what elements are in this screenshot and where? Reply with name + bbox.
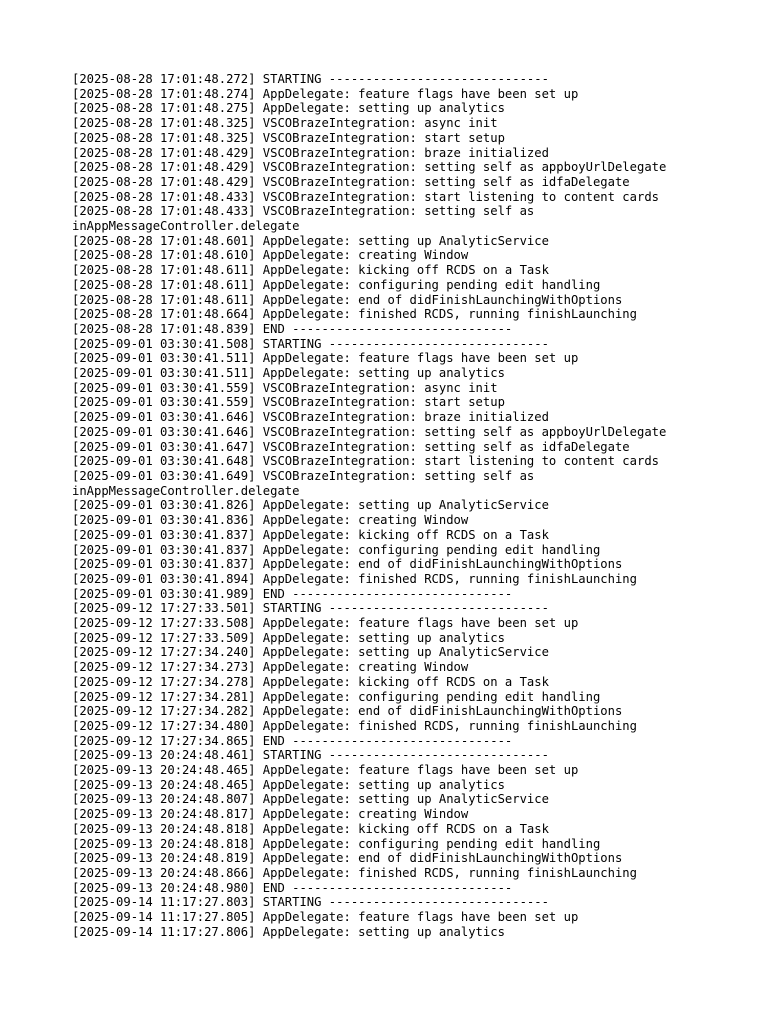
log-line: [2025-09-13 20:24:48.980] END ------------------------------ [72, 880, 513, 895]
log-line: [2025-09-01 03:30:41.559] VSCOBrazeIntegration: start setup [72, 395, 505, 410]
log-line: [2025-08-28 17:01:48.429] VSCOBrazeIntegration: braze initialized [72, 145, 549, 160]
log-line: [2025-09-01 03:30:41.837] AppDelegate: configuring pending edit handling [72, 542, 601, 557]
log-line: [2025-09-01 03:30:41.894] AppDelegate: finished RCDS, running finishLaunching [72, 571, 637, 586]
log-line: [2025-09-12 17:27:34.278] AppDelegate: kicking off RCDS on a Task [72, 674, 549, 689]
log-line: [2025-09-12 17:27:34.281] AppDelegate: configuring pending edit handling [72, 689, 601, 704]
log-line: [2025-08-28 17:01:48.611] AppDelegate: end of didFinishLaunchingWithOptions [72, 292, 623, 307]
log-text [72, 72, 712, 939]
log-line: [2025-08-28 17:01:48.325] VSCOBrazeIntegration: start setup [72, 130, 505, 145]
log-line: [2025-08-28 17:01:48.325] VSCOBrazeIntegration: async init [72, 116, 498, 131]
log-line: [2025-09-01 03:30:41.508] STARTING ------------------------------ [72, 336, 549, 351]
log-line: [2025-09-12 17:27:33.509] AppDelegate: setting up analytics [72, 630, 505, 645]
log-line: [2025-09-13 20:24:48.807] AppDelegate: setting up AnalyticService [72, 792, 549, 807]
log-line: [2025-09-01 03:30:41.646] VSCOBrazeIntegration: braze initialized [72, 410, 549, 425]
log-line: [2025-08-28 17:01:48.611] AppDelegate: configuring pending edit handling [72, 277, 601, 292]
log-line: [2025-09-01 03:30:41.837] AppDelegate: end of didFinishLaunchingWithOptions [72, 557, 623, 572]
log-line: [2025-09-12 17:27:34.480] AppDelegate: finished RCDS, running finishLaunching [72, 718, 637, 733]
log-line: [2025-08-28 17:01:48.429] VSCOBrazeIntegration: setting self as idfaDelegate [72, 174, 630, 189]
log-line: [2025-08-28 17:01:48.664] AppDelegate: finished RCDS, running finishLaunching [72, 307, 637, 322]
log-line: [2025-09-01 03:30:41.646] VSCOBrazeIntegration: setting self as appboyUrlDelegate [72, 424, 667, 439]
log-line: inAppMessageController.delegate [72, 219, 300, 234]
log-line: [2025-09-01 03:30:41.511] AppDelegate: setting up analytics [72, 366, 505, 381]
log-line: [2025-09-01 03:30:41.559] VSCOBrazeIntegration: async init [72, 380, 498, 395]
log-line: [2025-09-01 03:30:41.826] AppDelegate: setting up AnalyticService [72, 498, 549, 513]
log-line: inAppMessageController.delegate [72, 483, 300, 498]
log-line: [2025-09-13 20:24:48.461] STARTING ------------------------------ [72, 748, 549, 763]
log-line: [2025-08-28 17:01:48.429] VSCOBrazeIntegration: setting self as appboyUrlDelegate [72, 160, 667, 175]
log-line: [2025-09-14 11:17:27.806] AppDelegate: setting up analytics [72, 924, 505, 939]
log-line: [2025-09-14 11:17:27.803] STARTING ------------------------------ [72, 895, 549, 910]
log-line: [2025-08-28 17:01:48.433] VSCOBrazeIntegration: setting self as [72, 204, 535, 219]
log-line: [2025-08-28 17:01:48.274] AppDelegate: feature flags have been set up [72, 86, 579, 101]
log-line: [2025-09-13 20:24:48.818] AppDelegate: configuring pending edit handling [72, 836, 601, 851]
log-line: [2025-09-14 11:17:27.805] AppDelegate: feature flags have been set up [72, 910, 579, 925]
log-line: [2025-08-28 17:01:48.433] VSCOBrazeIntegration: start listening to content cards [72, 189, 659, 204]
log-line: [2025-09-01 03:30:41.837] AppDelegate: kicking off RCDS on a Task [72, 527, 549, 542]
log-line: [2025-09-01 03:30:41.511] AppDelegate: feature flags have been set up [72, 351, 579, 366]
log-line: [2025-09-13 20:24:48.866] AppDelegate: finished RCDS, running finishLaunching [72, 865, 637, 880]
log-line: [2025-09-13 20:24:48.817] AppDelegate: creating Window [72, 807, 469, 822]
log-line: [2025-08-28 17:01:48.610] AppDelegate: creating Window [72, 248, 469, 263]
log-line: [2025-08-28 17:01:48.839] END ------------------------------ [72, 321, 513, 336]
log-line: [2025-09-01 03:30:41.989] END ------------------------------ [72, 586, 513, 601]
log-line: [2025-08-28 17:01:48.272] STARTING ------------------------------ [72, 72, 549, 86]
log-line: [2025-09-13 20:24:48.818] AppDelegate: kicking off RCDS on a Task [72, 821, 549, 836]
log-line: [2025-09-12 17:27:34.240] AppDelegate: setting up AnalyticService [72, 645, 549, 660]
log-line: [2025-09-01 03:30:41.647] VSCOBrazeIntegration: setting self as idfaDelegate [72, 439, 630, 454]
log-line: [2025-09-01 03:30:41.649] VSCOBrazeIntegration: setting self as [72, 468, 535, 483]
log-line: [2025-09-13 20:24:48.465] AppDelegate: setting up analytics [72, 777, 505, 792]
log-line: [2025-09-01 03:30:41.836] AppDelegate: creating Window [72, 513, 469, 528]
log-line: [2025-09-13 20:24:48.465] AppDelegate: feature flags have been set up [72, 763, 579, 778]
log-line: [2025-09-12 17:27:33.508] AppDelegate: feature flags have been set up [72, 616, 579, 631]
log-line: [2025-09-12 17:27:34.865] END ------------------------------ [72, 733, 513, 748]
log-line: [2025-09-01 03:30:41.648] VSCOBrazeIntegration: start listening to content cards [72, 454, 659, 469]
log-line: [2025-09-12 17:27:34.282] AppDelegate: end of didFinishLaunchingWithOptions [72, 704, 623, 719]
log-line: [2025-08-28 17:01:48.601] AppDelegate: setting up AnalyticService [72, 233, 549, 248]
log-line: [2025-08-28 17:01:48.275] AppDelegate: setting up analytics [72, 101, 505, 116]
log-line: [2025-09-12 17:27:33.501] STARTING ------------------------------ [72, 601, 549, 616]
log-line: [2025-09-13 20:24:48.819] AppDelegate: end of didFinishLaunchingWithOptions [72, 851, 623, 866]
log-line: [2025-08-28 17:01:48.611] AppDelegate: kicking off RCDS on a Task [72, 263, 549, 278]
log-line: [2025-09-12 17:27:34.273] AppDelegate: creating Window [72, 660, 469, 675]
